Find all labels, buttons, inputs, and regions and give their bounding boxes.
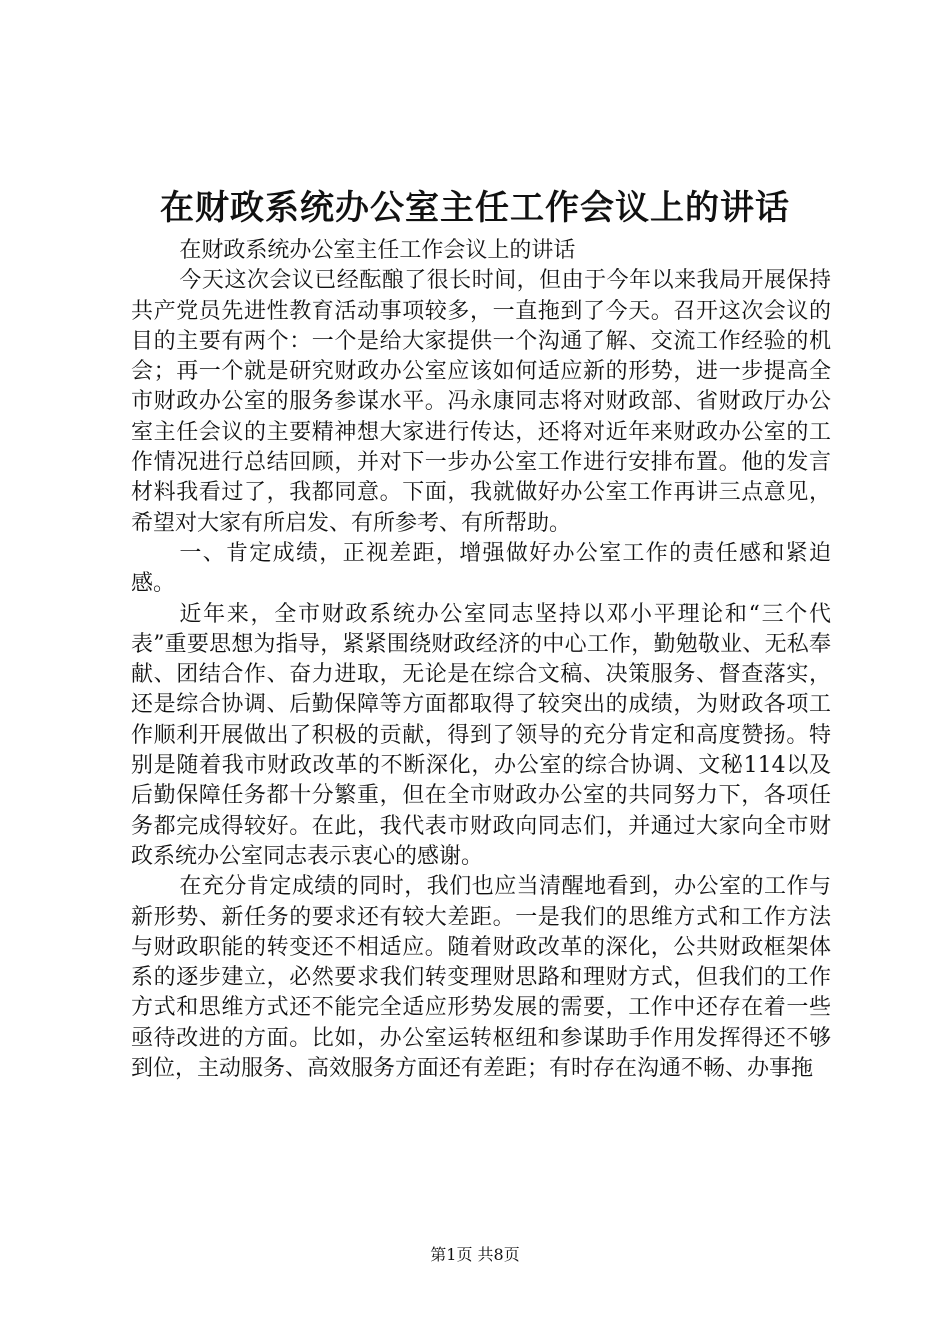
- paragraph-intro: 今天这次会议已经酝酿了很长时间，但由于今年以来我局开展保持共产党员先进性教育活动事项较多，一直拖到了今天。召开这次会议的目的主要有两个：一个是给大家提供一个沟通了解、交流工作经验的机会；再一个就是研究财政办公室应该如何适应新的形势，进一步提高全市财政办公室的服务参谋水平。冯永康同志将对财政部、省财政厅办公室主任会议的主要精神想大家进行传达，还将对近年来财政办公室的工作情况进行总结回顾，并对下一步办公室工作进行安排布置。他的发言材料我看过了，我都同意。下面，我就做好办公室工作再讲三点意见，希望对大家有所启发、有所参考、有所帮助。: [131, 268, 831, 536]
- document-title: 在财政系统办公室主任工作会议上的讲话: [160, 188, 790, 228]
- paragraph-subtitle: 在财政系统办公室主任工作会议上的讲话: [179, 238, 576, 263]
- section-heading-1: 一、肯定成绩，正视差距，增强做好办公室工作的责任感和紧迫感。: [131, 540, 831, 597]
- paragraph-gaps: 在充分肯定成绩的同时，我们也应当清醒地看到，办公室的工作与新形势、新任务的要求还有较大差距。一是我们的思维方式和工作方法与财政职能的转变还不相适应。随着财政改革的深化，公共财政框架体系的逐步建立，必然要求我们转变理财思路和理财方式，但我们的工作方式和思维方式还不能完全适应形势发展的需要，工作中还存在着一些亟待改进的方面。比如，办公室运转枢纽和参谋助手作用发挥得还不够到位，主动服务、高效服务方面还有差距；有时存在沟通不畅、办事拖: [131, 874, 831, 1082]
- page-number-footer: 第1页 共8页: [430, 1245, 520, 1264]
- paragraph-achievements: 近年来，全市财政系统办公室同志坚持以邓小平理论和“三个代表”重要思想为指导，紧紧围绕财政经济的中心工作，勤勉敬业、无私奉献、团结合作、奋力进取，无论是在综合文稿、决策服务、督查落实，还是综合协调、后勤保障等方面都取得了较突出的成绩，为财政各项工作顺利开展做出了积极的贡献，得到了领导的充分肯定和高度赞扬。特别是随着我市财政改革的不断深化，办公室的综合协调、文秘114以及后勤保障任务都十分繁重，但在全市财政办公室的共同努力下，各项任务都完成得较好。在此，我代表市财政向同志们，并通过大家向全市财政系统办公室同志表示衷心的感谢。: [131, 601, 831, 869]
- document-body: [131, 236, 831, 1084]
